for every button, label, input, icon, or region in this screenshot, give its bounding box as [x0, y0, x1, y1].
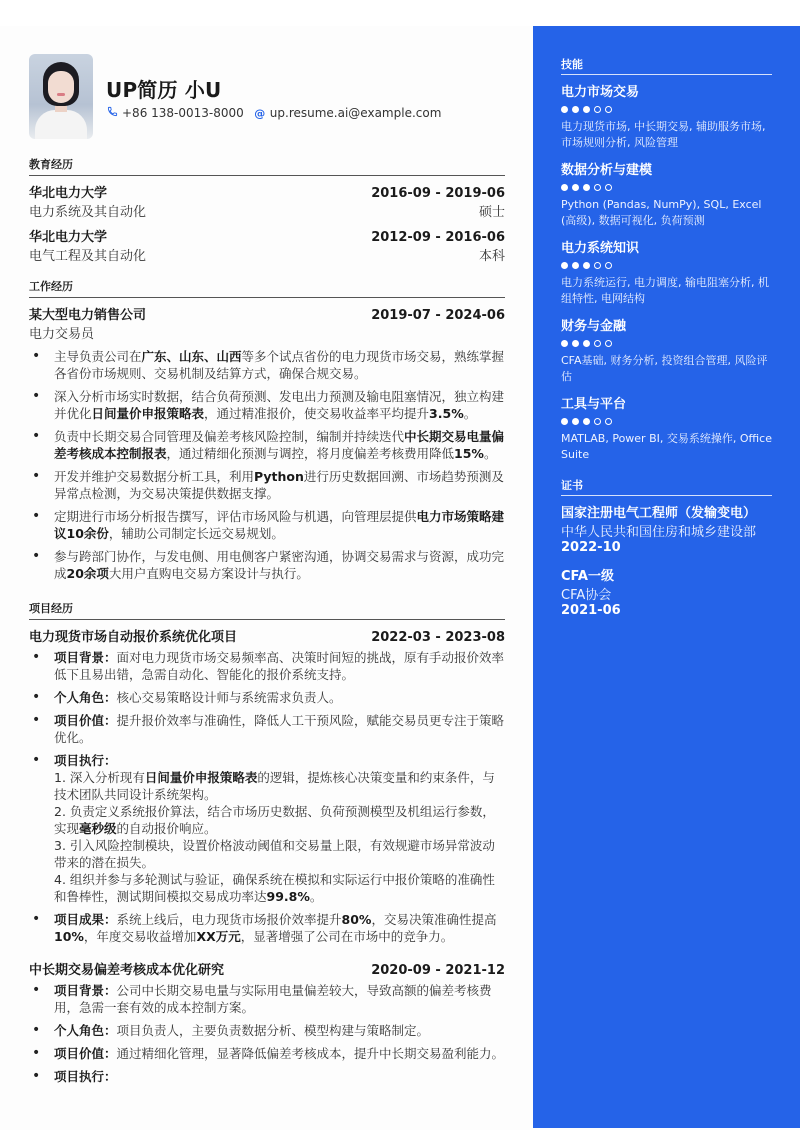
phone-icon [106, 106, 118, 120]
avatar [29, 54, 93, 139]
skill-item [561, 393, 772, 463]
project-name: 电力现货市场自动报价系统优化项目 [29, 630, 238, 645]
certificate-name: CFA一级 [561, 569, 614, 584]
skill-name: 财务与金融 [561, 319, 627, 334]
certificate-date: 2021-06 [561, 603, 621, 618]
list-item: • 开发并维护交易数据分析工具，利用Python进行历史数据回溯、市场趋势预测及异常点检测，为交易决策提供数据支撑。 [29, 468, 505, 502]
candidate-name: UP简历 小U [106, 78, 222, 102]
skill-level-rating [561, 104, 772, 114]
list-item: • 个人角色：核心交易策略设计师与系统需求负责人。 [29, 689, 505, 706]
skill-description: 电力现货市场, 中长期交易, 辅助服务市场, 市场规则分析, 风险管理 [561, 120, 766, 149]
skill-description: MATLAB, Power BI, 交易系统操作, Office Suite [561, 432, 772, 461]
at-icon: @ [254, 106, 266, 120]
education-date: 2012-09 - 2016-06 [371, 230, 505, 245]
list-item: • 项目执行： 1. 深入分析现有日间量价申报策略表的逻辑，提炼核心决策变量和约束条件，与技术团队共同设计系统架构。 2. 负责定义系统报价算法，结合市场历史数据、负荷预测模型及机组运行参数，实现毫秒级的自动报价响应。 3. 引入风险控制模块，设置价格波动阈值和交易量上限，有效规避市场异常波动带来的潜在损失。 4. 组织并参与多轮测试与验证，确保系统在模拟和实际运行中报价策略的准确性和鲁棒性，测试期间模拟交易成功率达99.8%。 [29, 752, 505, 905]
skill-name: 电力系统知识 [561, 241, 640, 256]
resume-header [29, 26, 505, 144]
certificate-name: 国家注册电气工程师（发输变电） [561, 506, 757, 521]
degree: 本科 [478, 249, 505, 264]
certificate-issuer: 中华人民共和国住房和城乡建设部 [561, 525, 757, 540]
school-name: 华北电力大学 [29, 186, 108, 201]
skill-description: CFA基础, 财务分析, 投资组合管理, 风险评估 [561, 354, 768, 383]
section-title-projects: 项目经历 [29, 600, 505, 620]
phone-number[interactable]: +86 138-0013-8000 [122, 106, 244, 120]
list-item: • 项目价值：提升报价效率与准确性，降低人工干预风险，赋能交易员更专注于策略优化。 [29, 712, 505, 746]
skill-name: 数据分析与建模 [561, 163, 653, 178]
contact-info [106, 106, 445, 120]
project-item [29, 626, 505, 945]
skill-item [561, 315, 772, 385]
skill-level-rating [561, 416, 772, 426]
project-bullets [29, 982, 505, 1085]
list-item: • 项目执行： [29, 1068, 505, 1085]
skill-description: 电力系统运行, 电力调度, 输电阻塞分析, 机组特性, 电网结构 [561, 276, 769, 305]
major: 电气工程及其自动化 [29, 249, 147, 264]
work-item [29, 304, 505, 582]
skill-name: 电力市场交易 [561, 85, 640, 100]
education-item [29, 226, 505, 264]
major: 电力系统及其自动化 [29, 205, 147, 220]
degree: 硕士 [478, 205, 505, 220]
section-title-work: 工作经历 [29, 278, 505, 298]
list-item: • 个人角色：项目负责人，主要负责数据分析、模型构建与策略制定。 [29, 1022, 505, 1039]
skill-item [561, 81, 772, 151]
projects-section [29, 600, 505, 1085]
skill-level-rating [561, 260, 772, 270]
list-item: • 项目背景：面对电力现货市场交易频率高、决策时间短的挑战，原有手动报价效率低下且易出错，急需自动化、智能化的报价系统支持。 [29, 649, 505, 683]
main-column [29, 26, 505, 1091]
company-name: 某大型电力销售公司 [29, 308, 147, 323]
education-section [29, 156, 505, 264]
school-name: 华北电力大学 [29, 230, 108, 245]
list-item: • 项目背景：公司中长期交易电量与实际用电量偏差较大，导致高额的偏差考核费用，急需一套有效的成本控制方案。 [29, 982, 505, 1016]
resume-page [0, 26, 800, 1130]
project-bullets [29, 649, 505, 945]
skill-item [561, 237, 772, 307]
skill-level-rating [561, 338, 772, 348]
education-date: 2016-09 - 2019-06 [371, 186, 505, 201]
list-item: • 项目价值：通过精细化管理，显著降低偏差考核成本，提升中长期交易盈利能力。 [29, 1045, 505, 1062]
work-bullets [29, 348, 505, 582]
list-item: • 参与跨部门协作，与发电侧、用电侧客户紧密沟通，协调交易需求与资源，成功完成20余项大用户直购电交易方案设计与执行。 [29, 548, 505, 582]
project-name: 中长期交易偏差考核成本优化研究 [29, 963, 225, 978]
list-item: • 定期进行市场分析报告撰写，评估市场风险与机遇，向管理层提供电力市场策略建议10余份，辅助公司制定长远交易规划。 [29, 508, 505, 542]
skill-name: 工具与平台 [561, 397, 627, 412]
email-address[interactable]: up.resume.ai@example.com [269, 106, 442, 120]
work-date: 2019-07 - 2024-06 [371, 308, 505, 323]
sidebar [533, 26, 800, 1128]
education-item [29, 182, 505, 220]
certificate-date: 2022-10 [561, 540, 621, 555]
list-item: • 项目成果：系统上线后，电力现货市场报价效率提升80%，交易决策准确性提高10%，年度交易收益增加XX万元，显著增强了公司在市场中的竞争力。 [29, 911, 505, 945]
skill-level-rating [561, 182, 772, 192]
certificate-issuer: CFA协会 [561, 588, 612, 603]
section-title-education: 教育经历 [29, 156, 505, 176]
project-item [29, 959, 505, 1085]
certificate-item [561, 502, 772, 555]
section-title-certificates: 证书 [561, 477, 772, 496]
skill-description: Python (Pandas, NumPy), SQL, Excel (高级), 数据可视化, 负荷预测 [561, 198, 762, 227]
project-date: 2022-03 - 2023-08 [371, 630, 505, 645]
work-section [29, 278, 505, 582]
certificate-item [561, 565, 772, 618]
list-item: • 主导负责公司在广东、山东、山西等多个试点省份的电力现货市场交易，熟练掌握各省份市场规则、交易机制及结算方式，确保合规交易。 [29, 348, 505, 382]
job-title: 电力交易员 [29, 327, 95, 342]
list-item: • 深入分析市场实时数据，结合负荷预测、发电出力预测及输电阻塞情况，独立构建并优化日间量价申报策略表，通过精准报价，使交易收益率平均提升3.5%。 [29, 388, 505, 422]
section-title-skills: 技能 [561, 56, 772, 75]
project-date: 2020-09 - 2021-12 [371, 963, 505, 978]
skill-item [561, 159, 772, 229]
list-item: • 负责中长期交易合同管理及偏差考核风险控制，编制并持续迭代中长期交易电量偏差考核成本控制报表，通过精细化预测与调控，将月度偏差考核费用降低15%。 [29, 428, 505, 462]
